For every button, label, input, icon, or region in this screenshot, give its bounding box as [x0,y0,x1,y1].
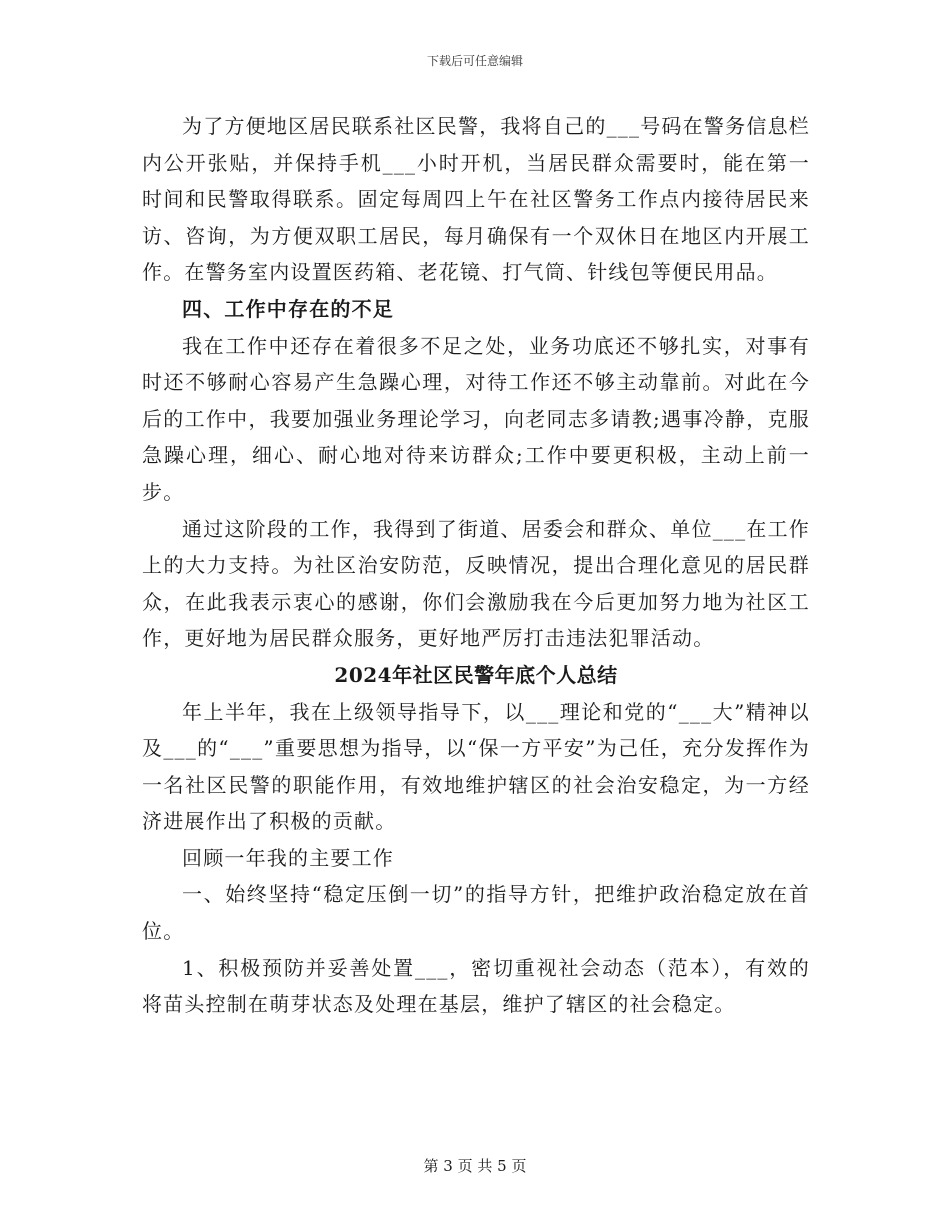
paragraph-thanks: 通过这阶段的工作，我得到了街道、居委会和群众、单位___在工作上的大力支持。为社区治安防范，反映情况，提出合理化意见的居民群众，在此我表示衷心的感谢，你们会激励我在今后更加努力地为社区工作，更好地为居民群众服务，更好地严厉打击违法犯罪活动。 [142,516,810,651]
page-number: 第 3 页 共 5 页 [423,1157,527,1175]
paragraph-item-one: 1、积极预防并妥善处置___，密切重视社会动态（范本），有效的将苗头控制在萌芽状态及处理在基层，维护了辖区的社会稳定。 [142,955,810,1017]
document-body [142,108,810,1023]
header-note: 下载后可任意编辑 [426,54,523,68]
document-title: 2024年社区民警年底个人总结 [334,662,618,687]
section-heading-shortcomings: 四、工作中存在的不足 [182,296,394,321]
paragraph-review: 回顾一年我的主要工作 [182,845,394,870]
paragraph-intro: 年上半年，我在上级领导指导下，以___理论和党的“___大”精神以及___的“___”重要思想为指导，以“保一方平安”为己任，充分发挥作为一名社区民警的职能作用，有效地维护辖区的社会治安稳定，为一方经济进展作出了积极的贡献。 [142,699,810,834]
paragraph-contact-info: 为了方便地区居民联系社区民警，我将自己的___号码在警务信息栏内公开张贴，并保持手机___小时开机，当居民群众需要时，能在第一时间和民警取得联系。固定每周四上午在社区警务工作点内接待居民来访、咨询，为方便双职工居民，每月确保有一个双休日在地区内开展工作。在警务室内设置医药箱、老花镜、打气筒、针线包等便民用品。 [142,114,810,285]
paragraph-shortcomings: 我在工作中还存在着很多不足之处，业务功底还不够扎实，对事有时还不够耐心容易产生急躁心理，对待工作还不够主动靠前。对此在今后的工作中，我要加强业务理论学习，向老同志多请教;遇事冷静，克服急躁心理，细心、耐心地对待来访群众;工作中要更积极，主动上前一步。 [142,333,810,504]
paragraph-point-one: 一、始终坚持“稳定压倒一切”的指导方针，把维护政治稳定放在首位。 [142,882,810,944]
